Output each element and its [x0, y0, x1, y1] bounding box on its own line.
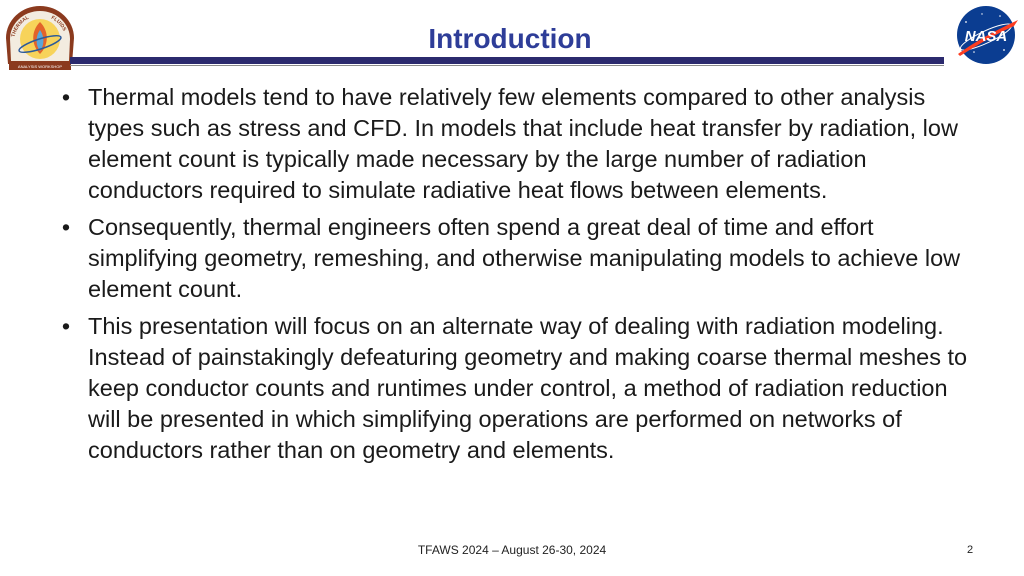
bullet-text: Thermal models tend to have relatively few elements compared to other analysis types such as stress and CFD. In models that include heat transfer by radiation, low element count is typically made necessary by the large number of radiation conductors required to simulate radiative heat flows between elements. [88, 84, 958, 203]
page-number: 2 [966, 544, 974, 556]
bullet-marker: • [61, 313, 71, 339]
bullet-item [56, 82, 986, 206]
bullet-list [56, 82, 986, 472]
svg-text:ANALYSIS WORKSHOP: ANALYSIS WORKSHOP [17, 64, 63, 69]
bullet-item [56, 311, 986, 466]
bullet-item [56, 212, 986, 305]
bullet-marker: • [61, 84, 71, 110]
svg-text:FLUIDS: FLUIDS [50, 14, 68, 33]
title-rule-thin [70, 65, 944, 66]
slide-title: Introduction [428, 23, 592, 54]
svg-text:THERMAL: THERMAL [10, 14, 31, 38]
title-rule [70, 57, 944, 64]
footer-text: TFAWS 2024 – August 26-30, 2024 [417, 543, 607, 557]
tfaws-logo [2, 2, 78, 72]
nasa-logo [952, 4, 1020, 66]
svg-text:NASA: NASA [964, 28, 1008, 45]
bullet-text: Consequently, thermal engineers often spend a great deal of time and effort simplifying geometry, remeshing, and otherwise manipulating models to achieve low element count. [88, 214, 961, 302]
bullet-text: This presentation will focus on an alternate way of dealing with radiation modeling. Instead of painstakingly defeaturing geometry and making coarse thermal meshes to keep conductor counts and runtimes under control, a method of radiation reduction will be presented in which simplifying operations are performed on networks of conductors rather than on geometry and elements. [88, 313, 968, 463]
bullet-marker: • [61, 214, 71, 240]
